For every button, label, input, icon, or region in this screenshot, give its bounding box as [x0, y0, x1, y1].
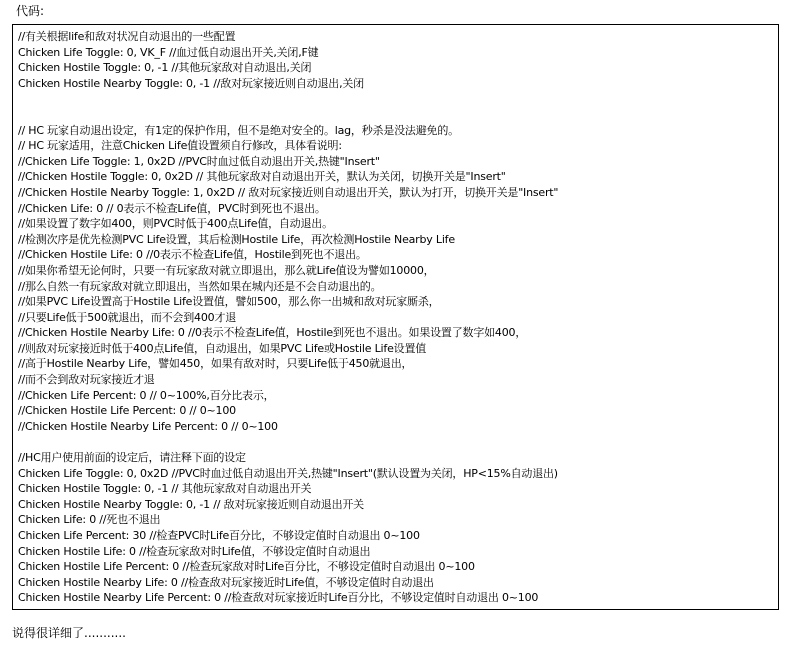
post-note: 说得很详细了...........: [12, 626, 126, 640]
code-line: Chicken Hostile Nearby Toggle: 0, -1 // 敌对玩家接近则自动退出开关: [18, 497, 364, 511]
code-line: //Chicken Hostile Nearby Life Percent: 0 // 0~100: [18, 419, 278, 433]
code-line: [18, 434, 778, 450]
code-line: //Chicken Life Toggle: 1, 0x2D //PVC时血过低自动退出开关,热键"Insert": [18, 154, 380, 168]
code-line: //Chicken Hostile Life Percent: 0 // 0~100: [18, 404, 236, 418]
code-line: [18, 107, 778, 123]
code-line: //那么自然一有玩家敌对就立即退出，当然如果在城内还是不会自动退出的。: [18, 279, 382, 293]
code-line: Chicken Hostile Nearby Life: 0 //检查敌对玩家接近时Life值，不够设定值时自动退出: [18, 575, 434, 589]
code-line: Chicken Life: 0 //死也不退出: [18, 513, 161, 527]
code-label: 代码:: [16, 4, 45, 18]
code-block[interactable]: [12, 24, 779, 610]
code-line: //只要Life低于500就退出，而不会到400才退: [18, 310, 237, 324]
code-line: Chicken Life Percent: 30 //检查PVC时Life百分比，不够设定值时自动退出 0~100: [18, 529, 420, 542]
code-line: //Chicken Life: 0 // 0表示不检查Life值，PVC时到死也不退出。: [18, 201, 326, 215]
code-line: Chicken Hostile Toggle: 0, -1 // 其他玩家敌对自动退出开关: [18, 482, 312, 496]
code-line: Chicken Life Toggle: 0, 0x2D //PVC时血过低自动退出开关,热键"Insert"(默认设置为关闭，HP<15%自动退出): [18, 466, 558, 480]
code-line: //检测次序是优先检测PVC Life设置，其后检测Hostile Life，再次检测Hostile Nearby Life: [18, 232, 455, 246]
code-line: // HC 玩家适用，注意Chicken Life值设置须自行修改，具体看说明:: [18, 139, 342, 153]
code-line: //高于Hostile Nearby Life，譬如450，如果有敌对时，只要Life低于450就退出，: [18, 357, 413, 371]
code-line: //Chicken Life Percent: 0 // 0~100%,百分比表示，: [18, 388, 275, 402]
code-line: Chicken Hostile Toggle: 0, -1 //其他玩家敌对自动退出,关闭: [18, 61, 312, 75]
code-line: Chicken Hostile Life: 0 //检查玩家敌对时Life值，不够设定值时自动退出: [18, 544, 371, 558]
code-line: [18, 91, 778, 107]
code-line: //如果你希望无论何时，只要一有玩家敌对就立即退出，那么就Life值设为譬如10000，: [18, 263, 435, 277]
code-line: //而不会到敌对玩家接近才退: [18, 373, 155, 387]
code-line: //Chicken Hostile Toggle: 0, 0x2D // 其他玩家敌对自动退出开关，默认为关闭，切换开关是"Insert": [18, 170, 506, 184]
code-line: Chicken Hostile Life Percent: 0 //检查玩家敌对时Life百分比，不够设定值时自动退出 0~100: [18, 560, 475, 574]
code-line: Chicken Hostile Nearby Toggle: 0, -1 //敌对玩家接近则自动退出,关闭: [18, 76, 364, 90]
code-line: // HC 玩家自动退出设定，有1定的保护作用，但不是绝对安全的。lag，秒杀是没法避免的。: [18, 123, 459, 137]
code-line: //HC用户使用前面的设定后，请注释下面的设定: [18, 451, 246, 465]
code-line: //如果PVC Life设置高于Hostile Life设置值，譬如500，那么你一出城和敌对玩家厮杀，: [18, 295, 440, 309]
code-line: //Chicken Hostile Nearby Life: 0 //0表示不检查Life值，Hostile到死也不退出。如果设置了数字如400，: [18, 326, 527, 340]
code-line: //则敌对玩家接近时低于400点Life值，自动退出，如果PVC Life或Hostile Life设置值: [18, 341, 427, 355]
code-line: //Chicken Hostile Life: 0 //0表示不检查Life值，Hostile到死也不退出。: [18, 248, 367, 262]
code-line: Chicken Life Toggle: 0, VK_F //血过低自动退出开关,关闭,F键: [18, 45, 319, 59]
code-line: Chicken Hostile Nearby Life Percent: 0 //检查敌对玩家接近时Life百分比，不够设定值时自动退出 0~100: [18, 591, 539, 605]
code-line: //如果设置了数字如400，则PVC时低于400点Life值，自动退出。: [18, 217, 333, 231]
code-line: //Chicken Hostile Nearby Toggle: 1, 0x2D // 敌对玩家接近则自动退出开关，默认为打开，切换开关是"Insert": [18, 185, 559, 199]
code-line: //有关根据life和敌对状况自动退出的一些配置: [18, 30, 236, 43]
